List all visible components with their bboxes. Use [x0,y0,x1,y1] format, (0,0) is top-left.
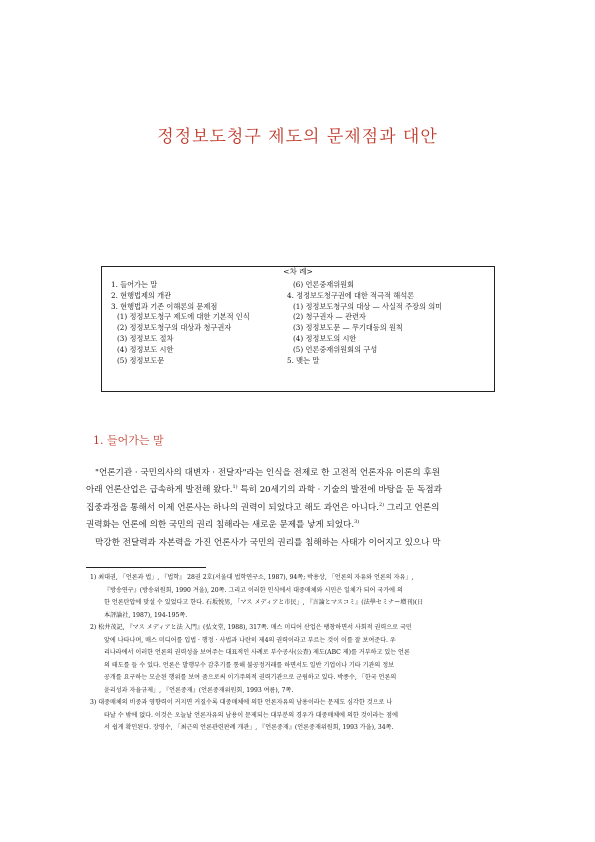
toc-left-column [111,280,291,366]
body-text-span: 아래 언론산업은 급속하게 발전해 왔다. [86,485,233,496]
body-text-span: "언론기관 · 국민의사의 대변자 · 전달자"라는 인식을 전제로 한 고전적 언론자유 이론의 후원 [95,468,441,478]
toc-entry: (5) 정정보도문 [117,355,165,365]
toc-entry: (3) 정정보도문 — 무기대등의 원칙 [293,323,403,333]
toc-entry: (5) 언론중재위원회의 구성 [293,344,378,354]
toc-header: <차 례> [102,266,494,277]
footnote-line: 本評論社, 1987), 194-195쪽. [104,611,188,619]
footnote-line: 2) 松井茂記, 『マス メディアと法 入門』(弘文堂, 1988), 317쪽. 매스 미디어 산업은 팽창하면서 사회적 권력으로 국민 [90,624,412,631]
toc-entry: (1) 정정보도청구의 대상 — 사실적 주장의 의미 [293,301,443,311]
footnote-line: 3) 대중매체의 비중과 영향력이 커지면 커질수록 대중매체에 의한 언론자유의 남용이라는 문제도 심각한 것으로 나 [90,699,393,706]
body-text-span: 권력화는 언론에 의한 국민의 권리 침해라는 새로운 문제를 낳게 되었다. [86,520,355,531]
toc-entry: (6) 언론중재위원회 [293,280,355,289]
footnote-ref: 3) [354,519,360,526]
section-heading: 1. 들어가는 말 [93,434,164,447]
table-of-contents [101,266,495,392]
toc-entry: 1. 들어가는 말 [111,280,158,289]
footnote-ref: 2) [378,501,385,508]
body-text-span: 막강한 전달력과 자본력을 가진 언론사가 국민의 권리를 침해하는 사태가 이어지고 있으나 막 [95,537,441,548]
body-line [86,500,522,517]
body-text-span: 집중과정을 통해서 이제 언론사는 하나의 권력이 되었다고 해도 과언은 아니다. [86,502,379,513]
paper-title: 정정보도청구 제도의 문제점과 대안 [157,127,438,147]
toc-entry: 5. 맺는 말 [287,355,320,365]
body-line [86,465,522,482]
footnote-ref: 1) [232,484,238,491]
toc-entry: 4. 정정보도청구권에 대한 적극적 해석론 [287,290,415,300]
body-line [86,517,522,534]
footnote-line: 윤리성과 자율규제」, 『언론중재』(언론중재위원회, 1993 여름), 7쪽. [104,686,294,694]
toc-entry: (4) 정정보도 시한 [117,344,174,354]
toc-entry: (4) 정정보도의 시한 [293,333,357,343]
body-text-span: 특히 20세기의 과학 · 기술의 발전에 바탕을 둔 독점과 [237,485,442,496]
footnote-line: 1) 최대권, 「언론과 법」, 『법학』 28권 2호(서울대 법학연구소, 1987), 94쪽; 박용상, 「언론의 자유와 언론의 자유」, [90,574,414,581]
footnote-line: 공개를 요구하는 모순된 행위를 보여 줌으로써 이기주의적 권력기관으로 군림하고 있다. 박종수, 「한국 언론의 [104,674,397,681]
footnote-line: 앞에 나타나며, 매스 미디어를 입법 · 행정 · 사법과 나란히 제4의 권력이라고 부르는 것이 이를 잘 보여준다. 우 [104,636,396,644]
toc-entry: (3) 정정보도 절차 [117,333,174,343]
footnote-line: 의 태도를 들 수 있다. 언론은 발행부수 감추기를 통해 불공정거래를 하면서도 일반 기업이나 기타 기관의 정보 [104,661,395,669]
body-line [86,535,522,552]
footnote-line: 『방송연구』(방송위원회, 1990 겨울), 20쪽. 그리고 이러한 인식에서 대중매체와 시민은 일체가 되어 국가에 의 [104,586,403,594]
footnote-line: 타날 수 밖에 없다. 이것은 오늘날 언론자유의 남용이 문제되는 대부분의 경우가 대중매체에 의한 것이라는 점에 [104,711,398,719]
toc-entry: (2) 청구권자 — 관련자 [293,312,366,322]
body-paragraph [86,465,522,552]
body-text-span: 그리고 언론의 [384,502,440,513]
body-line [86,482,522,499]
toc-entry: (2) 정정보도청구의 대상과 청구권자 [117,323,232,333]
footnote-divider [86,567,206,568]
footnote-line: 서 쉽게 확인된다. 장영수, 「최근의 언론관련판례 개관」, 『언론중재』(언론중재위원회, 1993 가을), 34쪽. [104,724,394,731]
toc-entry: (1) 정정보도청구 제도에 대한 기본적 인식 [117,312,250,322]
toc-right-column [287,280,492,366]
footnotes [90,572,522,735]
toc-entry: 3. 현행법과 기존 이해론의 문제점 [111,301,218,311]
toc-entry: 2. 현행법제의 개관 [111,290,172,300]
footnote-line: 한 언론탄압에 맞설 수 있었다고 한다. 石坂悦男, 「マス メディアと市民」, 『言論とマスコミ』(法學セミナー增刊)(日 [104,599,424,606]
footnote-line: 리나라에서 이러한 언론의 권력성을 보여주는 대표적인 사례로 부수공사(公査) 제도(ABC 제)를 거부하고 있는 언론 [104,649,410,656]
